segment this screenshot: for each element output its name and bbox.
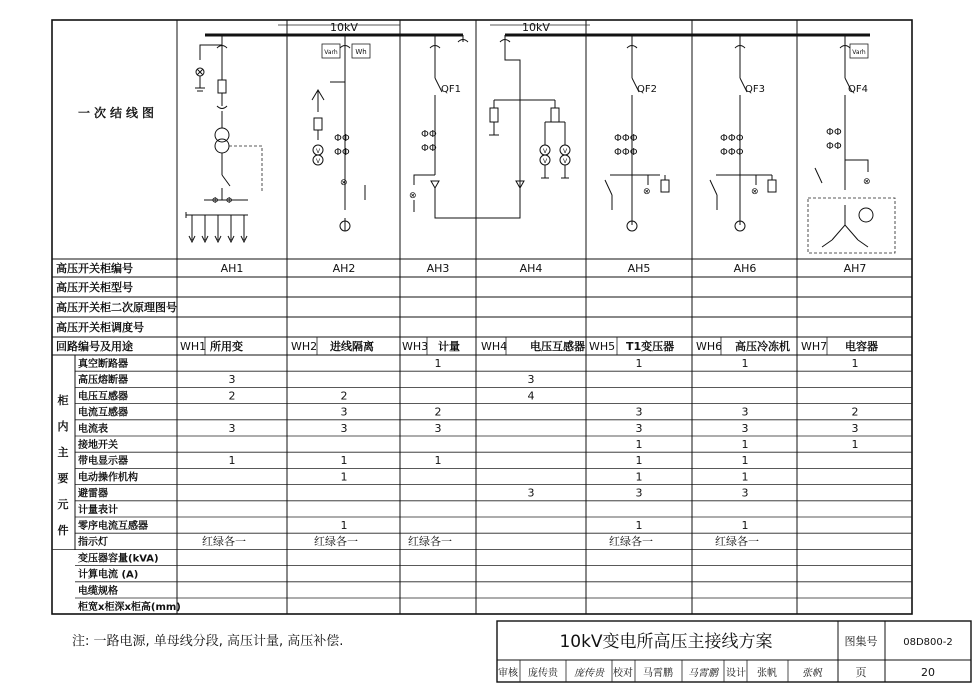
component-value: 1 bbox=[635, 438, 643, 451]
circuit-number: WH7 bbox=[801, 340, 828, 353]
component-value: 3 bbox=[635, 405, 643, 419]
component-value: 1 bbox=[741, 519, 749, 532]
svg-text:⊗: ⊗ bbox=[643, 187, 651, 197]
svg-text:V: V bbox=[542, 158, 548, 165]
panel-id: AH4 bbox=[519, 262, 543, 275]
svg-text:V: V bbox=[542, 148, 548, 155]
component-value: 1 bbox=[741, 470, 749, 484]
circuit-purpose: 进线隔离 bbox=[330, 340, 374, 353]
component-value: 3 bbox=[741, 421, 749, 435]
component-name: 电压互感器 bbox=[78, 391, 128, 403]
component-value: 3 bbox=[527, 373, 535, 387]
row-label-circuit: 回路编号及用途 bbox=[56, 340, 133, 353]
component-value: 3 bbox=[340, 421, 348, 435]
component-value: 1 bbox=[851, 357, 859, 370]
component-value: 1 bbox=[741, 454, 749, 468]
component-name: 带电显示器 bbox=[78, 456, 128, 468]
circuit-purpose: T1变压器 bbox=[626, 340, 675, 353]
component-value: 1 bbox=[635, 454, 643, 468]
svg-text:ΦΦ: ΦΦ bbox=[334, 147, 350, 158]
component-value: 1 bbox=[635, 519, 643, 532]
component-value: 1 bbox=[434, 357, 442, 370]
svg-text:V: V bbox=[315, 148, 321, 155]
circuit-purpose: 所用变 bbox=[210, 340, 243, 353]
component-value: 1 bbox=[635, 357, 643, 370]
component-value: 1 bbox=[851, 438, 859, 451]
component-value: 红绿各一 bbox=[202, 535, 246, 549]
breaker-label-qf1: QF1 bbox=[441, 84, 461, 95]
circuit-number: WH3 bbox=[402, 340, 429, 353]
svg-text:ΦΦΦ: ΦΦΦ bbox=[614, 133, 638, 144]
component-name: 真空断路器 bbox=[78, 359, 128, 370]
component-value: 2 bbox=[228, 389, 236, 403]
component-value: 红绿各一 bbox=[715, 535, 759, 549]
component-value: 2 bbox=[340, 389, 348, 403]
svg-text:ΦΦ: ΦΦ bbox=[421, 143, 437, 154]
component-name: 电流互感器 bbox=[78, 407, 128, 419]
svg-text:ΦΦ: ΦΦ bbox=[421, 129, 437, 140]
panel-id: AH2 bbox=[332, 262, 356, 275]
component-value: 3 bbox=[434, 421, 442, 435]
circuit-purpose: 计量 bbox=[438, 340, 460, 353]
component-value: 1 bbox=[635, 470, 643, 484]
component-name: 指示灯 bbox=[78, 537, 108, 549]
ah2-incoming bbox=[312, 35, 370, 231]
component-name: 避雷器 bbox=[78, 488, 108, 500]
component-value: 3 bbox=[851, 421, 859, 435]
ah6-chiller bbox=[710, 35, 776, 231]
circuit-purpose: 电容器 bbox=[845, 340, 878, 353]
svg-text:ΦΦ: ΦΦ bbox=[334, 133, 350, 144]
row-label-panel-model: 高压开关柜型号 bbox=[56, 281, 133, 294]
component-value: 2 bbox=[434, 405, 442, 419]
circuit-number: WH4 bbox=[481, 340, 508, 353]
note-text: 注: 一路电源, 单母线分段, 高压计量, 高压补偿. bbox=[72, 634, 344, 649]
component-value: 3 bbox=[340, 405, 348, 419]
page-label: 页 bbox=[855, 666, 867, 679]
svg-text:ΦΦΦ: ΦΦΦ bbox=[614, 147, 638, 158]
bus-label-1: 10kV bbox=[330, 21, 358, 34]
design-label: 设计 bbox=[726, 668, 746, 679]
group-char: 件 bbox=[57, 524, 69, 537]
component-value: 1 bbox=[340, 470, 348, 484]
ah5-transformer bbox=[605, 35, 669, 231]
check-label: 校对 bbox=[613, 668, 633, 679]
circuit-cells bbox=[180, 339, 878, 353]
component-name: 计量表计 bbox=[78, 504, 118, 516]
svg-text:ΦΦΦ: ΦΦΦ bbox=[720, 147, 744, 158]
atlas-label: 图集号 bbox=[844, 635, 878, 648]
breaker-label-qf4: QF4 bbox=[848, 84, 868, 95]
svg-text:ΦΦ: ΦΦ bbox=[826, 127, 842, 138]
component-value: 1 bbox=[434, 454, 442, 468]
panel-id: AH6 bbox=[733, 262, 757, 275]
svg-text:⊗: ⊗ bbox=[340, 178, 348, 188]
component-value: 1 bbox=[340, 519, 348, 532]
atlas-number: 08D800-2 bbox=[903, 637, 953, 648]
row-label-panel-no: 高压开关柜编号 bbox=[56, 262, 133, 275]
svg-text:V: V bbox=[315, 158, 321, 165]
extra-row-name: 柜宽x柜深x柜高(mm) bbox=[78, 602, 181, 613]
components-group-label bbox=[58, 393, 69, 537]
reviewer-signature: 庞传贵 bbox=[574, 668, 604, 679]
varh-meter-label: Varh bbox=[324, 49, 338, 56]
panel-id: AH5 bbox=[627, 262, 651, 275]
breaker-label-qf2: QF2 bbox=[637, 84, 657, 95]
panel-id: AH3 bbox=[426, 262, 450, 275]
extra-row-name: 电缆规格 bbox=[78, 585, 118, 597]
component-value: 3 bbox=[635, 421, 643, 435]
component-value: 1 bbox=[340, 454, 348, 468]
group-char: 元 bbox=[57, 498, 69, 511]
wh-meter-label: Wh bbox=[355, 48, 367, 56]
svg-text:ΦΦΦ: ΦΦΦ bbox=[720, 133, 744, 144]
reviewer-name: 庞传贵 bbox=[528, 668, 558, 679]
svg-text:Φ: Φ bbox=[226, 196, 233, 205]
extra-row-name: 计算电流 (A) bbox=[78, 569, 139, 581]
component-name: 零序电流互感器 bbox=[78, 521, 148, 532]
svg-text:Φ: Φ bbox=[212, 196, 219, 205]
group-char: 内 bbox=[57, 420, 69, 433]
circuit-purpose: 电压互感器 bbox=[530, 340, 585, 353]
extra-row-names bbox=[78, 551, 181, 613]
bus-label-2: 10kV bbox=[522, 21, 550, 34]
title-block bbox=[497, 621, 971, 682]
component-value: 3 bbox=[228, 373, 236, 387]
circuit-number: WH1 bbox=[180, 340, 207, 353]
breaker-label-qf3: QF3 bbox=[745, 84, 765, 95]
svg-text:⊗: ⊗ bbox=[409, 191, 417, 201]
group-char: 主 bbox=[57, 446, 69, 459]
table-grid bbox=[52, 20, 912, 614]
designer-name: 张帆 bbox=[757, 668, 777, 679]
component-value: 4 bbox=[527, 389, 535, 403]
component-name: 高压熔断器 bbox=[78, 375, 128, 387]
varh-meter-label-ah7: Varh bbox=[852, 49, 866, 56]
diagram-title: 一次结线图 bbox=[77, 106, 159, 120]
ah7-capacitor bbox=[808, 35, 895, 253]
single-line-diagram bbox=[186, 21, 895, 253]
component-value: 3 bbox=[741, 486, 749, 500]
svg-text:V: V bbox=[562, 158, 568, 165]
circuit-number: WH2 bbox=[291, 340, 318, 353]
component-value: 1 bbox=[741, 438, 749, 451]
component-value: 3 bbox=[527, 486, 535, 500]
circuit-purpose: 高压冷冻机 bbox=[735, 340, 790, 353]
svg-text:⊗: ⊗ bbox=[863, 177, 871, 187]
component-value: 1 bbox=[741, 357, 749, 370]
checker-signature: 马霄鹏 bbox=[688, 668, 718, 679]
circuit-number: WH5 bbox=[589, 340, 616, 353]
panel-ids bbox=[221, 262, 867, 275]
component-value: 1 bbox=[228, 454, 236, 468]
panel-id: AH7 bbox=[843, 262, 867, 275]
panel-id: AH1 bbox=[220, 262, 244, 275]
component-value: 红绿各一 bbox=[408, 535, 452, 549]
page-number: 20 bbox=[921, 666, 935, 679]
component-name: 电流表 bbox=[78, 423, 108, 435]
checker-name: 马霄鹏 bbox=[643, 668, 673, 679]
component-value: 3 bbox=[228, 421, 236, 435]
row-label-secondary: 高压开关柜二次原理图号 bbox=[56, 301, 177, 314]
svg-text:V: V bbox=[562, 148, 568, 155]
designer-signature: 张帆 bbox=[802, 668, 822, 679]
component-value: 2 bbox=[851, 405, 859, 419]
component-value: 3 bbox=[741, 405, 749, 419]
component-value: 3 bbox=[635, 486, 643, 500]
component-value: 红绿各一 bbox=[314, 535, 358, 549]
svg-text:ΦΦ: ΦΦ bbox=[826, 141, 842, 152]
drawing-title: 10kV变电所高压主接线方案 bbox=[559, 632, 773, 652]
extra-row-name: 变压器容量(kVA) bbox=[78, 553, 159, 565]
row-label-dispatch: 高压开关柜调度号 bbox=[56, 321, 144, 334]
ah4-pt bbox=[489, 60, 570, 188]
group-char: 柜 bbox=[57, 394, 69, 407]
component-name: 电动操作机构 bbox=[78, 472, 138, 484]
ah3-metering bbox=[409, 35, 520, 218]
group-char: 要 bbox=[57, 472, 69, 485]
review-label: 审核 bbox=[498, 668, 518, 679]
circuit-number: WH6 bbox=[696, 340, 723, 353]
component-value: 红绿各一 bbox=[609, 535, 653, 549]
svg-text:⊗: ⊗ bbox=[751, 187, 759, 197]
ah1-feeder bbox=[186, 35, 262, 242]
component-name: 接地开关 bbox=[78, 440, 118, 451]
